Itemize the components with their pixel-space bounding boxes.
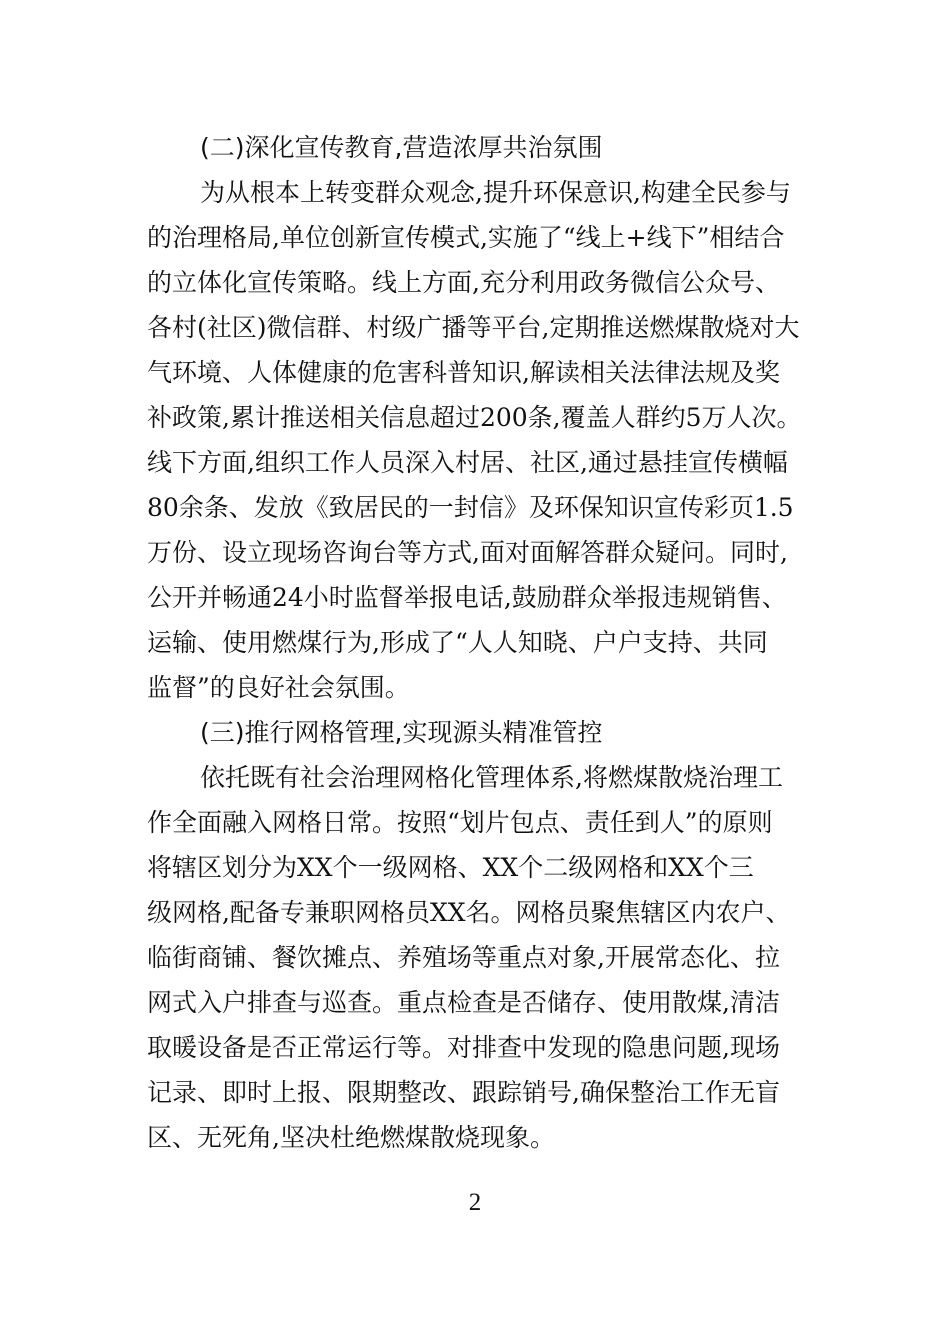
paragraph-line: 监督”的良好社会氛围。 [147,673,410,702]
paragraph-line: 作全面融入网格日常。按照“划片包点、责任到人”的原则 [147,808,773,837]
paragraph-line: 万份、设立现场咨询台等方式,面对面解答群众疑问。同时, [147,538,788,567]
paragraph-line: 临街商铺、餐饮摊点、养殖场等重点对象,开展常态化、拉 [147,943,780,972]
paragraph-line: 运输、使用燃煤行为,形成了“人人知晓、户户支持、共同 [147,628,768,657]
paragraph-line: 将辖区划分为XX个一级网格、XX个二级网格和XX个三 [147,853,754,882]
paragraph-line: 依托既有社会治理网格化管理体系,将燃煤散烧治理工 [200,763,783,792]
paragraph-line: 区、无死角,坚决杜绝燃煤散烧现象。 [147,1123,555,1152]
paragraph-line: 为从根本上转变群众观念,提升环保意识,构建全民参与 [200,178,791,207]
page-number: 2 [468,1189,482,1216]
paragraph-line: 记录、即时上报、限期整改、跟踪销号,确保整治工作无盲 [147,1078,780,1107]
paragraph-line: 公开并畅通24小时监督举报电话,鼓励群众举报违规销售、 [147,583,787,612]
paragraph-line: 气环境、人体健康的危害科普知识,解读相关法律法规及奖 [147,358,780,387]
paragraph-line: 的立体化宣传策略。线上方面,充分利用政务微信公众号、 [147,268,780,297]
paragraph-line: 级网格,配备专兼职网格员XX名。网格员聚焦辖区内农户、 [147,898,791,927]
paragraph-line: 线下方面,组织工作人员深入村居、社区,通过悬挂宣传横幅 [147,448,788,477]
paragraph-line: 的治理格局,单位创新宣传模式,实施了“线上+线下”相结合 [147,223,785,252]
section-heading: (三)推行网格管理,实现源头精准管控 [200,718,603,747]
paragraph-line: 各村(社区)微信群、村级广播等平台,定期推送燃煤散烧对大 [147,313,800,342]
paragraph-line: 补政策,累计推送相关信息超过200条,覆盖人群约5万人次。 [147,403,802,432]
paragraph-line: 取暖设备是否正常运行等。对排查中发现的隐患问题,现场 [147,1033,780,1062]
section-heading: (二)深化宣传教育,营造浓厚共治氛围 [200,133,603,162]
paragraph-line: 网式入户排查与巡查。重点检查是否储存、使用散煤,清洁 [147,988,780,1017]
paragraph-line: 80余条、发放《致居民的一封信》及环保知识宣传彩页1.5 [147,493,794,522]
